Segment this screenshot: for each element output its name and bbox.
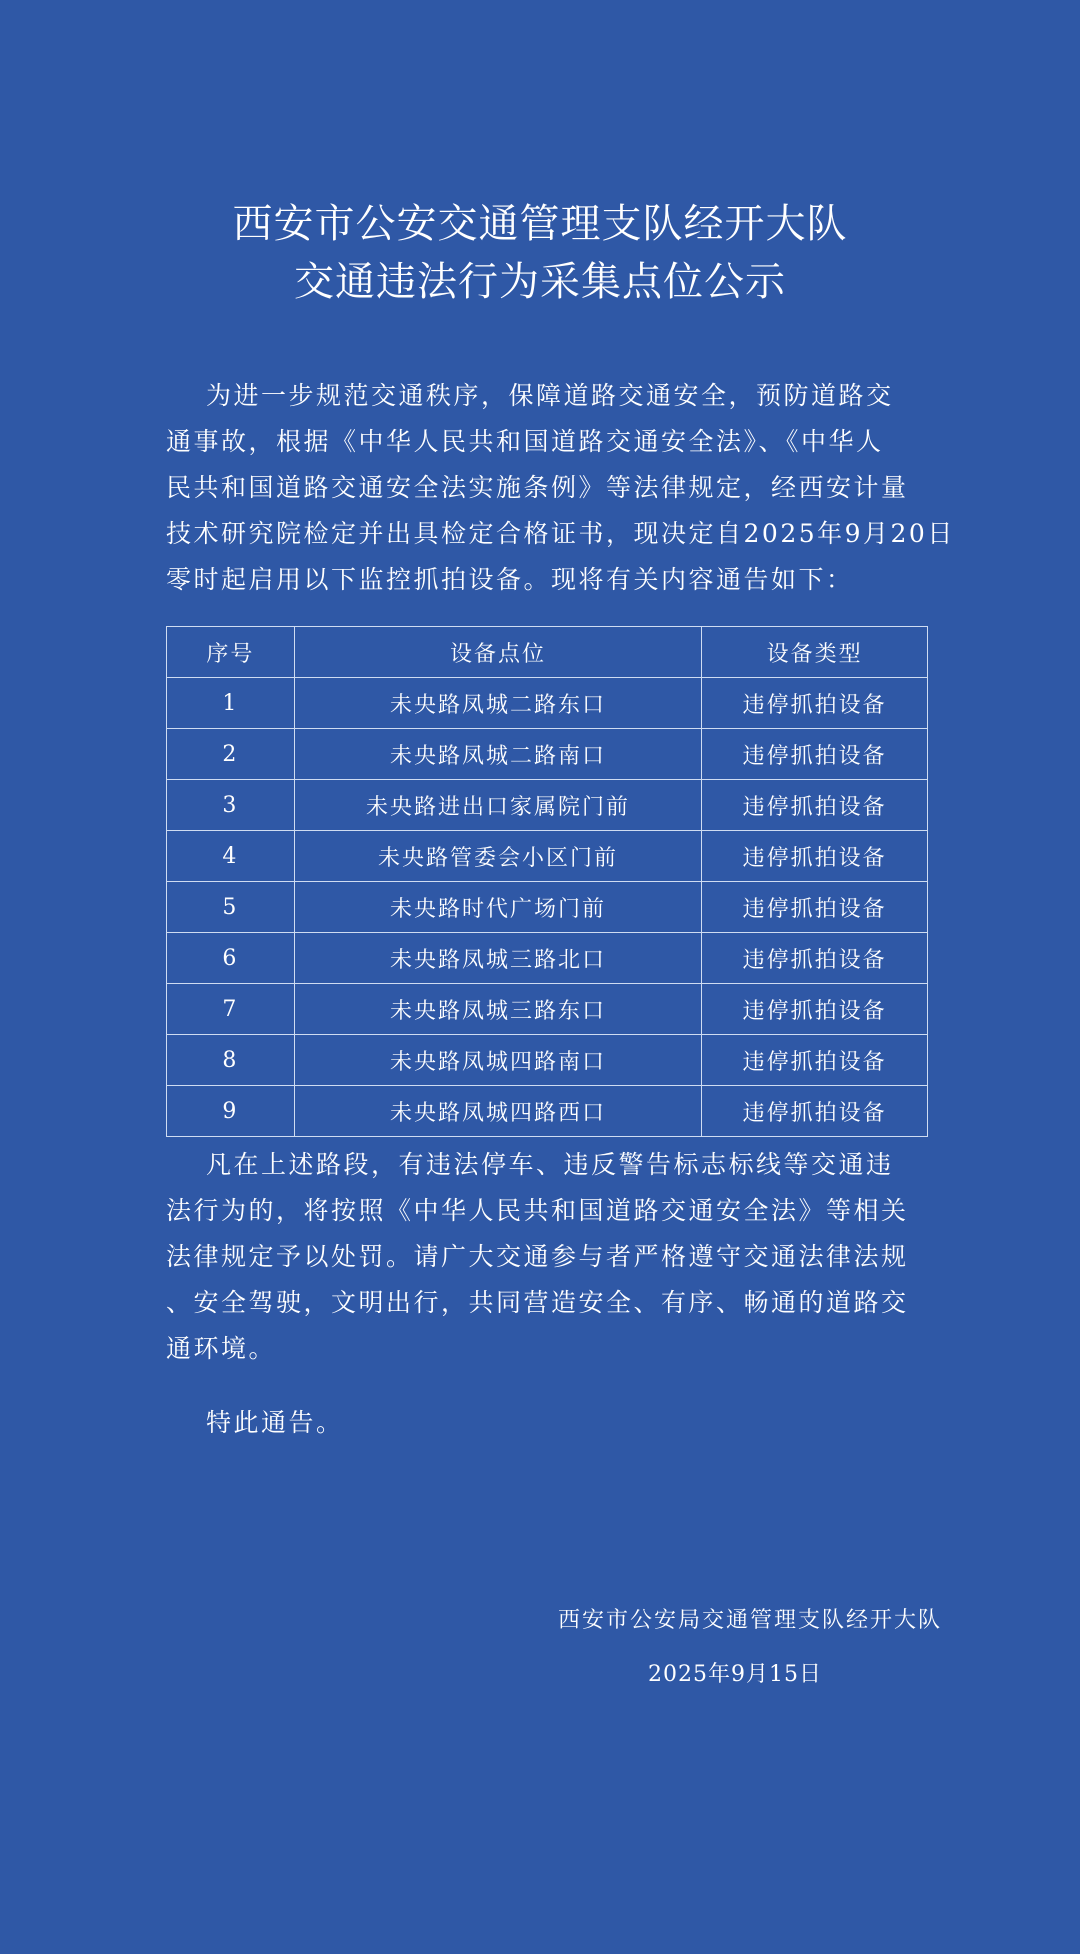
row-index: 3 [167, 780, 295, 831]
row-index: 9 [167, 1086, 295, 1137]
row-index: 8 [167, 1035, 295, 1086]
table-row [167, 1035, 928, 1086]
outro-line: 法行为的，将按照《中华人民共和国道路交通安全法》等相关 [166, 1196, 909, 1225]
row-location: 未央路凤城三路北口 [294, 933, 701, 984]
table-row [167, 984, 928, 1035]
row-index: 1 [167, 678, 295, 729]
intro-paragraph [166, 373, 955, 603]
row-location: 未央路管委会小区门前 [294, 831, 701, 882]
header-index: 序号 [167, 627, 295, 678]
title-line-1: 西安市公安交通管理支队经开大队 [232, 201, 848, 247]
table-row [167, 882, 928, 933]
table-row [167, 780, 928, 831]
row-index: 6 [167, 933, 295, 984]
table-row [167, 933, 928, 984]
row-index: 7 [167, 984, 295, 1035]
intro-line: 为进一步规范交通秩序，保障道路交通安全，预防道路交 [206, 381, 894, 410]
table-header-row [167, 627, 928, 678]
outro-line: 法律规定予以处罚。请广大交通参与者严格遵守交通法律法规 [166, 1242, 909, 1271]
row-type: 违停抓拍设备 [702, 984, 928, 1035]
header-type: 设备类型 [702, 627, 928, 678]
row-type: 违停抓拍设备 [702, 780, 928, 831]
row-index: 4 [167, 831, 295, 882]
intro-line: 技术研究院检定并出具检定合格证书，现决定自2025年9月20日 [166, 519, 955, 548]
row-type: 违停抓拍设备 [702, 933, 928, 984]
row-index: 2 [167, 729, 295, 780]
row-location: 未央路进出口家属院门前 [294, 780, 701, 831]
table-row [167, 831, 928, 882]
outro-line: 、安全驾驶，文明出行，共同营造安全、有序、畅通的道路交 [166, 1288, 909, 1317]
outro-paragraph [166, 1142, 936, 1372]
row-location: 未央路凤城二路东口 [294, 678, 701, 729]
row-location: 未央路凤城四路南口 [294, 1035, 701, 1086]
intro-line: 零时起启用以下监控抓拍设备。现将有关内容通告如下： [166, 565, 854, 594]
header-location: 设备点位 [294, 627, 701, 678]
row-location: 未央路凤城三路东口 [294, 984, 701, 1035]
row-type: 违停抓拍设备 [702, 729, 928, 780]
row-type: 违停抓拍设备 [702, 882, 928, 933]
row-location: 未央路凤城二路南口 [294, 729, 701, 780]
row-type: 违停抓拍设备 [702, 678, 928, 729]
signature-date: 2025年9月15日 [648, 1662, 822, 1687]
row-type: 违停抓拍设备 [702, 1035, 928, 1086]
row-location: 未央路凤城四路西口 [294, 1086, 701, 1137]
row-type: 违停抓拍设备 [702, 1086, 928, 1137]
row-type: 违停抓拍设备 [702, 831, 928, 882]
table-row [167, 1086, 928, 1137]
row-location: 未央路时代广场门前 [294, 882, 701, 933]
table-row [167, 729, 928, 780]
closing-text: 特此通告。 [206, 1408, 344, 1437]
intro-line: 民共和国道路交通安全法实施条例》等法律规定，经西安计量 [166, 473, 909, 502]
title-line-2: 交通违法行为采集点位公示 [294, 259, 786, 305]
signature-org: 西安市公安局交通管理支队经开大队 [557, 1608, 942, 1633]
row-index: 5 [167, 882, 295, 933]
intro-line: 通事故，根据《中华人民共和国道路交通安全法》、《中华人 [166, 427, 884, 456]
outro-line: 通环境。 [166, 1334, 277, 1363]
table-row [167, 678, 928, 729]
device-table [166, 626, 928, 1137]
outro-line: 凡在上述路段，有违法停车、违反警告标志标线等交通违 [206, 1150, 894, 1179]
